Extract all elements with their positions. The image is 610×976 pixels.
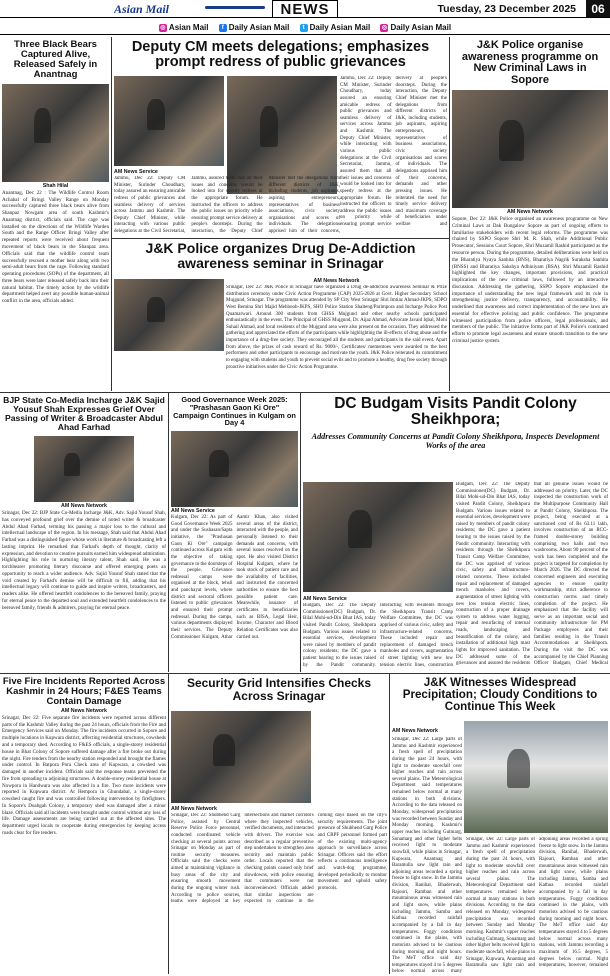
article-security-grid <box>171 677 387 974</box>
article-body-cont: Budgam, Dec 22: The Deputy Commissioner(DC) Budgam, Dr. Bilal Mohi-ud-Din Bhat IAS, today visited Pandit Colony, Sheikhpora Budgam. Various issues related to essential services, development were raised by members of pandit colony residents; the DC gave a patient hearing to the issues raised by the Pandit community. Interacting with residents through the Sheikhpora Transit Camp Welfare Committee, the DC was apprised of various civic, safety and infrastructure-related concerns. These included repair and replacement of damaged trench manholes and covers, augmentation of street lighting with new low tension electric lines, construction of a proper drainage system to address water logging, repair and resurfacing of internal roads, landscaping and beautification of the colony, and installation of additional high mast lights for improved sanitation. The DC addressed some of the grievances and assured the residents that all genuine issues would be addressed on priority. Later, the DC inspected the construction work of the Multipurpose Community Hall at Pandit Colony, Sheikhpora. The project, being executed at a sanctioned cost of Rs 63.11 lakh, involves construction of an RCC-framed double-storey building comprising two halls and two washrooms. About 90 percent of the work has been completed and the project is targeted for completion by March 2026. The DC directed the concerned engineers and executing agencies to ensure quality workmanship, strict adherence to construction norms and timely completion of the project. He emphasized that the facility will serve as an important social and community infrastructure for PM Package employees and their families residing in the Transit Accommodations at Sheikhpora. During the visit the DC was accompanied by the Chief Planning Officer Budgam, Chief Medical <box>456 482 608 667</box>
logo-swoosh <box>205 6 265 9</box>
article-photo <box>2 84 109 182</box>
byline: AM News Service <box>114 169 158 175</box>
article-photo <box>464 721 608 833</box>
social-label: Daily Asian Mail <box>228 23 290 32</box>
headline: Five Fire Incidents Reported Across Kashmir in 24 Hours; F&ES Teams Contain Damage <box>2 677 166 707</box>
headline: Three Black Bears Captured Alive, Released Safely in Anantnag <box>13 40 98 80</box>
article-bjp-grief <box>2 396 166 672</box>
byline: AM News Network <box>507 209 553 216</box>
article-dc-budgam <box>303 396 608 672</box>
article-body: Srinagar, Dec 22: J&K Police in Srinagar have organized a Drug de-addiction awareness Seminar & Prize distribution ceremony under Civic Action Programme (CAP) 2025-2026 at Govt. Higher Secondary School Mujgund, Srinagar. The programme was attended by SP City West Srinagar Shri Imtiaz Ahmad-JKPS, SDPO West Bemina Shri Majid Mehboob-JKPS, SHO Police Station Shalteng/Parimpora and Incharge Police Post Quamarwari. Around 300 students from GHSS Mujgund and other nearby schools participated enthusiastically in the event. The Principal of GHSS Mujgund, Dr. Aijaz Ahmad, Advocate Javaid Iqbal, Mohi Suhail Ahmad, and local residents of the Mujgund area were also present on the occasion. They addressed the gathering and appreciated the efforts of the participants while highlighting the ill-effects of drug abuse and the importance of a drug-free society. They encouraged all the students and participants in the said event. Apart from above, the prizes of cash reward of Rs. 9000/-, Certificates/ mementoes were awarded to the best performers and other participants to encourage and motivate the youth. J&K Police reiterated its commitment to engaging with students and youth to prevent social evils and to promote a healthy, drug free society through proactive initiatives under the Civic Action Programme. <box>226 285 447 370</box>
headline: Good Governance Week 2025: "Prashasan Gaon Ki Ore" Campaign Continues in Kulgam on Day 4 <box>173 396 296 428</box>
section-label-box <box>272 0 338 18</box>
article-body: Jammu, Dec 22: Deputy CM Minister, Surinder Choudhary, today assured an ensuring amicable redress of public grievances and seamless delivery of services across Jammu and Kashmir. The Deputy Chief Minister, while interacting with various public delegations at the Civil Secretariat, Jammu, assured them that all their issues and concerns would be looked into for speedy redress at the appropriate forum. He instructed the officers to address the public issues on priority while ensuring prompt service delivery at people's doorsteps. During the interaction, the Deputy Chief Minister met the delegations from different districts of J&K, including students, job aspirants, aspiring entrepreneurs, representatives of business associations, civic society organisations and scores of individuals. The delegations apprised him of their concerns, <box>114 176 340 235</box>
social-instagram[interactable] <box>159 20 209 35</box>
social-bar <box>0 19 610 35</box>
article-deputy-cm <box>114 40 447 236</box>
article-fire-incidents <box>2 677 166 974</box>
article-drug-seminar <box>114 241 447 391</box>
article-body: Budgam, Dec 22: The Deputy Commissioner(DC) Budgam, Dr. Bilal Mohi-ud-Din Bhat IAS, today visited Pandit Colony, Sheikhpora Budgam. Various issues related to essential services, development were raised by members of pandit colony residents; the DC gave a patient hearing to the issues raised by the Pandit community. Interacting with residents through the Sheikhpora Transit Camp Welfare Committee, the DC was apprised of various civic, safety and infrastructure-related concerns. These included repair and replacement of damaged trench manholes and covers, augmentation of street lighting with new low tension electric lines, construction <box>303 603 453 668</box>
social-label: Daily Asian Mail <box>390 23 452 32</box>
instagram-icon: ◎ <box>381 25 388 31</box>
article-body: Srinagar, Dec 22: BJP State Co-Media Incharge J&K, Adv. Sajid Yousuf Shah, has conveyed profound grief over the demise of noted writer & broadcaster Abdul Ahad Farhad, terming his passing a major loss to the cultural and intellectual landscape of the region. In his message, Shah said that Abdul Ahad Farhad was a distinguished figure whose work in literature & broadcasting left a lasting imprint. He remarked that Farhad's depth of thought, clarity of expression, and devotion to creative pursuits earned him widespread admiration. Highlighting his role in nurturing literary talent, Shah said, He was a torchbearer promoting literary discourse and offered emerging poets an opportunity to reach a wider audience. Adv. Sajid Yousuf Shah stated that the void created by Farhad's demise will be difficult to fill, adding that his intellectual legacy will continue to guide and inspire writers, broadcasters, and readers alike. He offered heartfelt condolences to the bereaved family, praying for eternal peace to the departed soul and extended heartfelt condolences to the bereaved family, friends & admirers, praying for eternal peace. <box>2 510 166 611</box>
article-body: Kulgam, Dec 22: As part of Good Governance Week 2025 and under the Sushasan/Sapta initiative, the "Prashasan Gaon Ki Ore" campaign continued across Kulgam with the objective of taking governance to the doorsteps of the people. Grievance redressal camps were organised at the block, tehsil and panchayat levels, where district and sectoral officers listened to public grievances and ensured their prompt redressal. During the camps, various departments displayed their services. The Deputy Commissioner Kulgam, Athar Aamir Khan, also visited several areas of the district, interacted with the people, and personally listened to their demands and concerns, with several issues resolved on the spot. He also visited District Hospital Kulgam, where he took stock of patient care and the availability of facilities, and instructed the concerned authorities to ensure the best possible patient care. Meanwhile, issuance of certificates to beneficiaries such as BISA, Legal Heir, Income, Character and Blood Relation Certificates was also carried out. <box>171 515 298 640</box>
photo-credit: Shah Hilal <box>42 182 69 189</box>
instagram-icon: ◎ <box>160 25 166 31</box>
subheadline: Addresses Community Concerns at Pandit Colony Sheikhpora, Inspects Development Works of the area <box>311 431 600 450</box>
byline: AM News Network <box>392 728 438 734</box>
byline: AM News Network <box>171 806 217 812</box>
headline: DC Budgam Visits Pandit Colony Sheikhpora; <box>334 396 577 429</box>
page-number: 06 <box>586 0 610 18</box>
article-body-cont: Jammu, Dec 22: Deputy CM Minister, Surinder Choudhary, today assured an ensuring amicable redress of public grievances and seamless delivery of services across Jammu and Kashmir. The Deputy Chief Minister, while interacting with various public delegations at the Civil Secretariat, Jammu, assured them that all their issues and concerns would be looked into for speedy redress at the appropriate forum. He instructed the officers to address the public issues on priority while ensuring prompt service delivery at people's doorsteps. During the interaction, the Deputy Chief Minister met the delegations from different districts of J&K, including students, job aspirants, aspiring entrepreneurs, representatives of business associations, civic society organisations and scores of individuals. The delegations apprised him of their concerns, demands and other pressing issues. He reiterated the need for timely service delivery and maximum coverage of beneficiaries under welfare and <box>340 76 447 228</box>
dateline: Anantnag, Dec 22 : <box>2 189 46 196</box>
publication-logo: Asian Mail <box>114 2 170 16</box>
social-label: Asian Mail <box>168 23 209 32</box>
byline: AM News Network <box>313 278 360 284</box>
masthead <box>0 0 610 18</box>
article-photo <box>114 76 224 166</box>
article-body: Srinagar, Dec 22: Five separate fire incidents were reported across different parts of the Kashmir Valley during the past 24 hours, officials from the Fire and Emergency Services said on Monday. The fire incidents occurred in Sopore and multiple locations in Kupwara district, affecting residential structures, cowsheds and a temporary shed. According to F&ES officials, a single-storey residential house in Bhat Colony of Sopore suffered damage after a fire broke out during the night. Fire tenders from the nearby station responded and brought the flames under control. In Batpora Pora Check area of Kupwara, a cowshed was damaged in another incident. Officials said the response teams prevented the fire from spreading to adjoining structures. A double-storey residential house at Nowpora in Handwara was also affected in a fire. Two more incidents were reported in Kupwara district. At Hempora in Ghundabal, a single-storey cowshed caught fire and was controlled following intervention by firefighters. In Sopore's Doabgah Colony, a temporary shed was damaged after a minor blaze. Officials said all incidents were brought under control without any loss of life. Damage assessments are being carried out at the affected sites. The department urged locals to cooperate during emergencies by keeping access roads clear for fire tenders. <box>2 714 166 836</box>
social-facebook[interactable] <box>219 20 290 35</box>
article-body: Srinagar, Dec 22: Shubhend Garg Police, assisted by Central Reserve Police Force personnel, conducted coordinated vehicle checking at several points across Srinagar on Monday as part of routine security measures. Officials said the checks were aimed at maintaining vigilance in busy areas of the city and ensuring smooth movement during the ongoing winter rush. According to police sources, teams were deployed at key intersections and market corridors where they inspected vehicles, verified documents, and interacted with drivers. The exercise was described as a regular preventive step undertaken to strengthen area security and maintain public order. Locals reported that the checking points caused only brief slowdowns, with police ensuring that commuters were not inconvenienced. Officials added that similar inspections are expected to continue in the coming days based on the city's security requirements. The joint presence of Shubhend Garg Police and CRPF personnel formed part of the existing multi-agency approach to surveillance across Srinagar. Officers said the effort reflects a continuous intelligence and watch-dog programme, developed periodically to monitor movement and uphold safety protocols. <box>171 813 387 905</box>
headline: J&K Police organizes Drug De-Addiction awareness seminar in Srinagar <box>145 241 416 271</box>
headline: Deputy CM meets delegations; emphasizes prompt redress of public grievances <box>131 40 430 71</box>
social-twitter[interactable] <box>300 20 371 35</box>
byline: AM News Service <box>303 596 347 602</box>
twitter-icon: t <box>300 24 308 32</box>
byline: AM News Network <box>61 707 107 714</box>
headline: BJP State Co-Media Incharge J&K Sajid Yousuf Shah Expresses Grief Over Passing of Writer & Broadcaster Abdul Ahad Farhad <box>3 396 165 433</box>
article-photo <box>303 482 453 592</box>
byline: AM News Network <box>61 503 107 510</box>
social-label: Daily Asian Mail <box>309 23 371 32</box>
article-photo <box>171 711 311 803</box>
social-instagram-2[interactable] <box>380 20 451 35</box>
article-body: Srinagar, Dec 22: Large parts of Jammu and Kashmir experienced a fresh spell of precipitation during the past 24 hours, with light to moderate snowfall over higher reaches and rain across several plains. The Meteorological Department said temperatures remained below normal at many stations in both divisions. According to the data released on Monday, widespread precipitation was recorded between Sunday and Monday morning. Kashmir's upper reaches including Gulmarg, Sonamarg and other higher belts received light to moderate snowfall, while plains in Srinagar, Kupwara, Anantnag and Baramulla saw light rain and adjoining areas recorded a spring freeze to light snow. In the Jammu division, Banihal, Bhaderwah, Rajouri, Ramban and other mountainous areas witnessed rain and light snow, while plains including Jammu, Samba and Kathua recorded rainfall accompanied by a fall in day temperatures. Foggy conditions continued in the plains, with motorists advised to be cautious during morning and night hours. The MeT office said day temperatures stayed 4 to 5 degrees below normal across many <box>392 737 462 974</box>
facebook-icon: f <box>219 24 227 32</box>
article-body-cont: Srinagar, Dec 22: Large parts of Jammu and Kashmir experienced a fresh spell of precipitation during the past 24 hours, with light to moderate snowfall over higher reaches and rain across several plains. The Meteorological Department said temperatures remained below normal at many stations in both divisions. According to the data released on Monday, widespread precipitation was recorded between Sunday and Monday morning. Kashmir's upper reaches including Gulmarg, Sonamarg and other higher belts received light to moderate snowfall, while plains in Srinagar, Kupwara, Anantnag and Baramulla saw light rain and adjoining areas recorded a spring freeze to light snow. In the Jammu division, Banihal, Bhaderwah, Rajouri, Ramban and other mountainous areas witnessed rain and light snow, while plains including Jammu, Samba and Kathua recorded rainfall accompanied by a fall in day temperatures. Foggy conditions continued in the plains, with motorists advised to be cautious during morning and night hours. The MeT office said day temperatures stayed 4 to 5 degrees below normal across many stations, with Jammu recording a maximum of 16.5 degrees, 5 degrees below normal. Night temperatures, however, remained <box>466 837 608 969</box>
article-photo <box>171 431 298 507</box>
article-photo <box>34 436 134 502</box>
section-label: NEWS <box>280 1 330 18</box>
article-body: The Wildlife Control Room Achabal of Bringi Valley Range on Monday successfully captured three black bears alive from Shanpaz Nowgam area of south Kashmir's Anantnag district, officials said. The cage was installed on the directions of the Wildlife Warden South and the Range Officer Bringi Valley after repeated reports were received about frequent movement of black bears in the Shanpaz area. Officials said that the wildlife control team successfully rescued a mother bear along with two semi-adult bears from the cage. Following standard operating procedures (SOPs) of the department, all three bears were later released safely back into their natural habitat. The timely action by the wildlife department helped avert any possible human-animal conflict in the area, officials added. <box>2 189 109 305</box>
article-sopore <box>452 40 608 390</box>
article-weather <box>392 677 608 974</box>
headline: J&K Witnesses Widespread Precipitation; Cloudy Conditions to Continue This Week <box>402 677 598 714</box>
headline: J&K Police organise awareness programme on New Criminal Laws in Sopore <box>461 40 599 86</box>
headline: Security Grid Intensifies Checks Across Srinagar <box>186 677 372 703</box>
article-good-governance <box>171 396 298 672</box>
byline: AM News Service <box>171 508 215 515</box>
article-bears <box>2 40 109 390</box>
article-body: Sopore, Dec 22: J&K Police organised an awareness programme on New Criminal Laws at Dak Bungalow Sopore as part of ongoing efforts to familiarise stakeholders with recent legal reforms. The programme was chaired by SSPO Sopore Shri M. R. Shah, while Additional Public Prosecutor, Sessions Court Sopore, Shri Muzamil Rashid participated as the resource person. During the programme, detailed deliberations were held on the Bharatiya Nyaya Sanhita (BNS), Bharatiya Nagrik Suraksha Sanhita (BNSS) and Bharatiya Sakshya Adhiniyam (BSA). Shri Muzamil Rashid highlighted the key changes, important provisions, and practical implications of the new criminal laws, followed by an interactive discussion. Addressing the gathering, SSPO Sopore emphasized the importance of understanding the new legal framework and its role in strengthening justice delivery, transparency, and accountability. He underlined that awareness and correct implementation of the new laws are essential for effective policing and public confidence. The programme witnessed participation from police officers, legal professionals, and members of the public. The initiative forms part of J&K Police's continued efforts to promote legal awareness and ensure smooth transition to the new criminal justice system. <box>452 216 608 344</box>
article-photo <box>452 90 608 208</box>
article-photo <box>114 279 224 351</box>
issue-date: Tuesday, 23 December 2025 <box>437 3 576 15</box>
